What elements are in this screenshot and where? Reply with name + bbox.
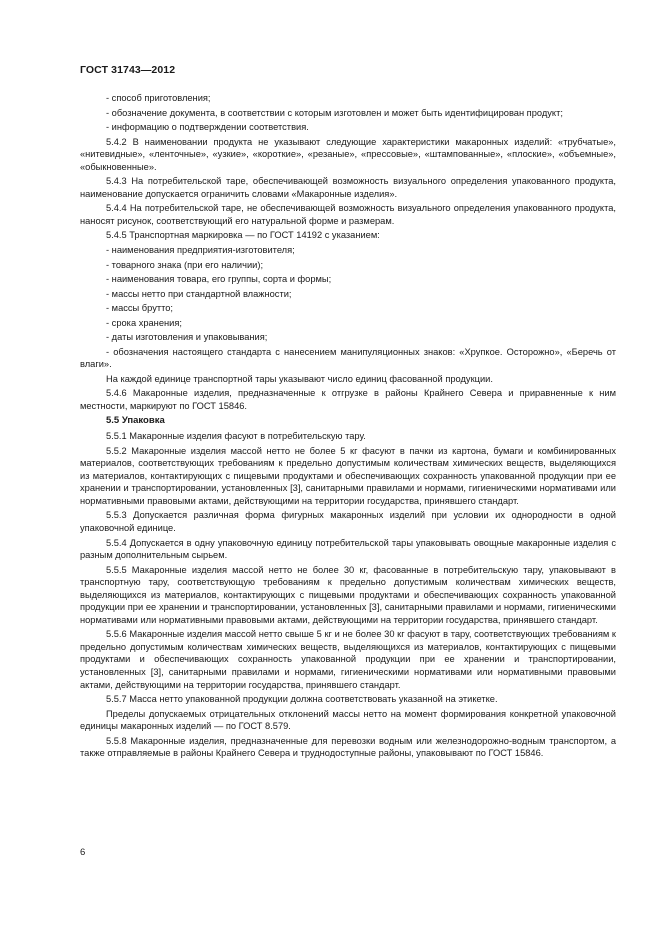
paragraph: 5.5.6 Макаронные изделия массой нетто свыше 5 кг и не более 30 кг фасуют в тару, соответствующих требованиям к предельно допустимым количествам химических веществ, выделяющихся из материалов, контактирующих с пищевыми продуктами и обеспечивающих сохранность упакованной продукции при ее хранении и транспортировании, установленных [3], санитарными правилами и нормами, гигиеническими нормативами или нормативными правовыми актами, действующими на территории государства, принявшего стандарт. [80, 629, 616, 690]
paragraph: - информацию о подтверждении соответствия. [106, 122, 309, 133]
paragraph: 5.4.6 Макаронные изделия, предназначенные к отгрузке в районы Крайнего Севера и приравненные к ним местности, маркируют по ГОСТ 15846. [80, 388, 616, 412]
paragraph: - товарного знака (при его наличии); [106, 259, 264, 270]
paragraph: 5.5.3 Допускается различная форма фигурных макаронных изделий при условии их однородности в одной упаковочной единице. [80, 510, 616, 533]
standard-code-header: ГОСТ 31743—2012 [80, 64, 176, 76]
page-number: 6 [80, 847, 86, 858]
paragraph: На каждой единице транспортной тары указывают число единиц фасованной продукции. [106, 373, 493, 384]
paragraph: - массы нетто при стандартной влажности; [106, 288, 292, 299]
paragraph: - наименования товара, его группы, сорта и формы; [106, 274, 332, 285]
paragraph: 5.5.1 Макаронные изделия фасуют в потребительскую тару. [106, 431, 366, 442]
paragraph: 5.5.7 Масса нетто упакованной продукции должна соответствовать указанной на этикетке. [106, 694, 498, 705]
paragraph: - наименования предприятия-изготовителя; [106, 245, 295, 256]
paragraph: - обозначения настоящего стандарта с нанесением манипуляционных знаков: «Хрупкое. Осторожно», «Беречь от влаги». [80, 346, 616, 370]
paragraph: 5.5.8 Макаронные изделия, предназначенные для перевозки водным или железнодорожно-водным транспортом, а также отправляемые в районы Крайнего Севера и труднодоступные районы, упаковывают по ГОСТ 15846. [80, 735, 616, 759]
paragraph: 5.4.4 На потребительской таре, не обеспечивающей возможность визуального определения упакованного продукта, наносят рисунок, соответствующий его натуральной форме и размерам. [80, 203, 616, 226]
paragraph: - срока хранения; [106, 317, 182, 328]
paragraph: 5.5.4 Допускается в одну упаковочную единицу потребительской тары упаковывать овощные макаронные изделия с разным дополнительным сырьем. [80, 537, 616, 561]
paragraph: Пределы допускаемых отрицательных отклонений массы нетто на момент формирования конкретной упаковочной единицы макаронных изделий — по ГОСТ 8.579. [80, 708, 616, 732]
paragraph: - даты изготовления и упаковывания; [106, 332, 268, 343]
paragraph: - способ приготовления; [106, 93, 211, 103]
paragraph: 5.5.5 Макаронные изделия массой нетто не более 30 кг, фасованные в потребительскую тару, упаковывают в транспортную тару, соответствующую требованиям к предельно допустимым количествам химических веществ, выделяющихся из материалов, контактирующих с пищевыми продуктами и обеспечивающих сохранность упакованной продукции при ее хранении и транспортировании, установленных [3], санитарными правилами и нормами, гигиеническими нормативами или нормативными правовыми актами, действующими на территории государства, принявшего стандарт. [80, 564, 616, 625]
paragraph: 5.4.3 На потребительской таре, обеспечивающей возможность визуального определения упакованного продукта, наименование допускается ограничить словами «Макаронные изделия». [80, 176, 616, 199]
document-body [80, 92, 616, 762]
paragraph: - обозначение документа, в соответствии с которым изготовлен и может быть идентифицирован продукт; [106, 107, 563, 118]
paragraph: 5.5.2 Макаронные изделия массой нетто не более 5 кг фасуют в пачки из картона, бумаги и комбинированных материалов, соответствующих требованиям к предельно допустимым количествам химических веществ, выделяющихся из материалов, контактирующих с пищевыми продуктами и обеспечивающих сохранность упакованной продукции при ее хранении и транспортировании, установленных [3], санитарными правилами и нормами, гигиеническими нормативами или нормативными правовыми актами, действующими на территории государства, принявшего стандарт. [80, 445, 616, 506]
section-heading: 5.5 Упаковка [106, 414, 165, 426]
paragraph: 5.4.2 В наименовании продукта не указывают следующие характеристики макаронных изделий: «трубчатые», «нитевидные», «ленточные», «узкие», «короткие», «резаные», «прессовые», «штампованные», «плоские», «объемные», «обыкновенные». [80, 136, 616, 172]
paragraph: 5.4.5 Транспортная маркировка — по ГОСТ 14192 с указанием: [106, 230, 380, 241]
paragraph: - массы брутто; [106, 303, 174, 314]
